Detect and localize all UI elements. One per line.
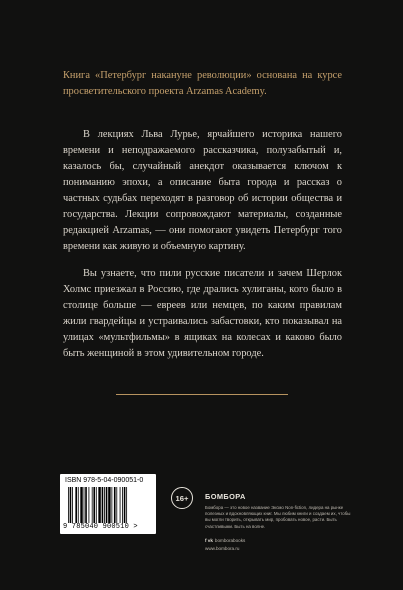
isbn-number: ISBN 978-5-04-090051-0 bbox=[65, 477, 144, 484]
publisher-description: Бомбора — это новое название Эксмо Non-fiction, лидера на рынке полезных и вдохновляющих книг. Мы любим книги и создаем их, чтобы вы могли творить, открывать мир, пробовать новое, расти. Быть счастливыми. Быть на волне. bbox=[205, 505, 351, 529]
intro-text: Книга «Петербург накануне революции» основана на курсе просветительского проекта Arzamas Academy. bbox=[63, 70, 342, 97]
barcode-digits: 9 785040 900510 > bbox=[63, 523, 138, 531]
social-links bbox=[205, 538, 245, 543]
publisher-website: www.bombora.ru bbox=[205, 546, 240, 551]
publisher-logo: БОМБОРА bbox=[205, 492, 246, 501]
isbn-barcode bbox=[60, 474, 156, 534]
age-rating-badge: 16+ bbox=[171, 487, 193, 509]
social-icons: f vk bbox=[205, 538, 213, 543]
barcode-bars bbox=[68, 487, 148, 523]
social-handle: bomborabooks bbox=[214, 538, 246, 543]
section-divider bbox=[116, 394, 288, 395]
description-paragraph-1: В лекциях Льва Лурье, ярчайшего историка нашего времени и неподражаемого рассказчика, полузабытый и, казалось бы, случайный анекдот оказывается ключом к пониманию эпохи, а описание быта города и рассказ о частных судьбах переходят в разговор об истории общества и государства. Лекции сопровождают материалы, созданные редакцией Arzamas, — они помогают увидеть Петербург того времени как живую и объемную картину. bbox=[63, 129, 342, 252]
description-paragraph-2: Вы узнаете, что пили русские писатели и зачем Шерлок Холмс приезжал в Россию, где дрались хулиганы, кого было в столице больше — евреев или немцев, по каким правилам жили гвардейцы и устраивались забастовки, кто показывал на улицах «мультфильмы» в ящиках на колесах и каково было быть женщиной в этом удивительном городе. bbox=[63, 268, 342, 359]
